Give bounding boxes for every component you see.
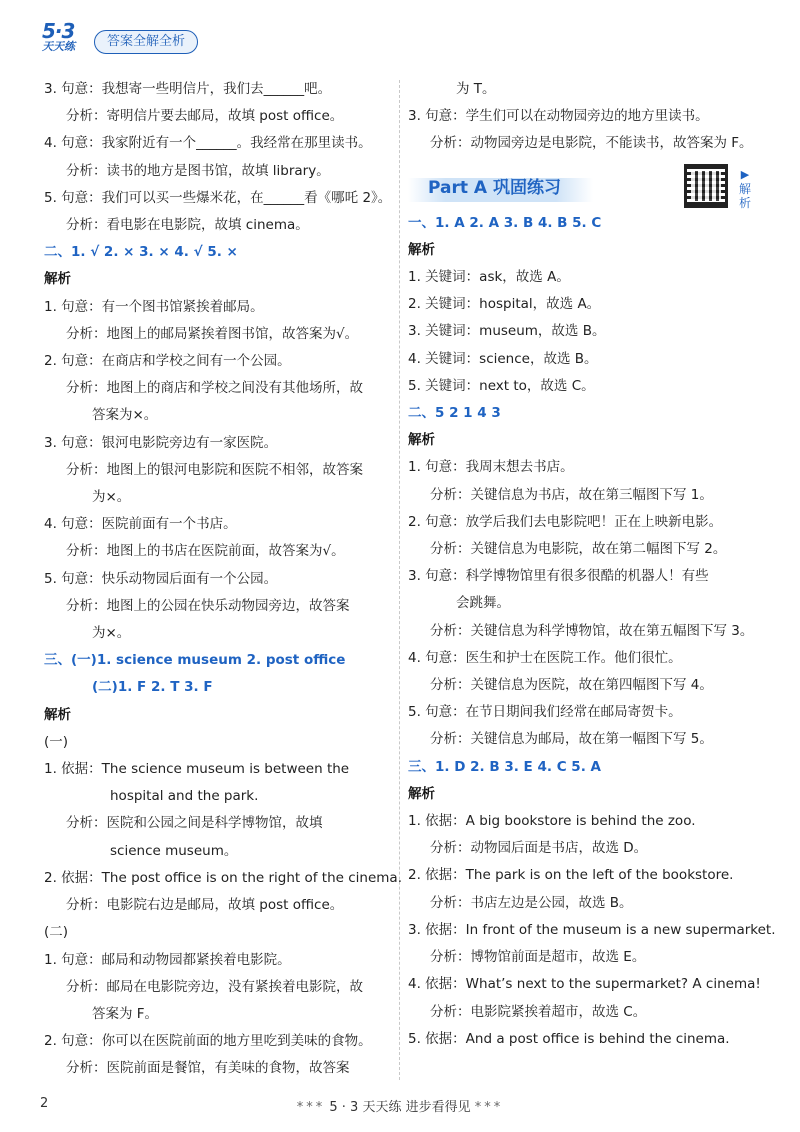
qr-label-text: 解析: [738, 181, 751, 210]
text-line: 分析：地图上的公园在快乐动物园旁边，故答案: [66, 597, 350, 614]
text-line: 分析：博物馆前面是超市，故选 E。: [430, 949, 646, 966]
text-line: science museum。: [110, 842, 238, 859]
answer-key-line: 三、(一)1. science museum 2. post office: [44, 652, 346, 669]
footer-slogan: [0, 1096, 800, 1115]
text-line: 5. 句意：我们可以买一些爆米花，在______看《哪吒 2》。: [44, 189, 392, 206]
section-heading-text: Part A 巩固练习: [428, 177, 561, 198]
text-line: 2. 依据：The post office is on the right of the cinema.: [44, 869, 402, 886]
logo-top-text: 5·3: [42, 19, 75, 43]
text-line: 2. 句意：放学后我们去电影院吧！正在上映新电影。: [408, 513, 723, 530]
left-column: [44, 76, 402, 1083]
text-line: 3. 句意：科学博物馆里有很多很酷的机器人！有些: [408, 568, 709, 585]
text-line: 1. 句意：邮局和动物园都紧挨着电影院。: [44, 951, 291, 968]
text-line: 3. 依据：In front of the museum is a new supermarket.: [408, 921, 776, 938]
logo-bottom-text: 天天练: [42, 40, 75, 53]
answer-key-line: (二)1. F 2. T 3. F: [92, 679, 213, 696]
text-line: 分析：关键信息为邮局，故在第一幅图下写 5。: [430, 731, 713, 748]
text-line: 4. 句意：医院前面有一个书店。: [44, 516, 237, 533]
text-line: hospital and the park.: [110, 788, 259, 805]
footer-slogan-text: 5 · 3 天天练 进步看得见: [329, 1100, 471, 1115]
right-column: [408, 76, 776, 1053]
play-icon: ▶: [740, 167, 750, 181]
text-line: 分析：寄明信片要去邮局，故填 post office。: [66, 108, 344, 125]
analysis-heading: 解析: [408, 241, 435, 258]
text-line: 5. 依据：And a post office is behind the cinema.: [408, 1030, 730, 1047]
footer-stars-right: ***: [474, 1100, 504, 1115]
text-line: 4. 依据：What’s next to the supermarket? A cinema!: [408, 976, 761, 993]
footer-stars-left: ***: [296, 1100, 326, 1115]
text-line: 分析：地图上的银河电影院和医院不相邻，故答案: [66, 461, 363, 478]
analysis-heading: 解析: [44, 706, 71, 723]
answer-key-line: 二、5 2 1 4 3: [408, 405, 501, 422]
analysis-heading: 解析: [408, 785, 435, 802]
text-line: 4. 句意：医生和护士在医院工作。他们很忙。: [408, 649, 682, 666]
text-line: 分析：地图上的书店在医院前面，故答案为√。: [66, 543, 345, 560]
text-line: 1. 句意：我周末想去书店。: [408, 459, 574, 476]
analysis-heading: 解析: [44, 271, 71, 288]
qr-label[interactable]: [734, 168, 756, 210]
text-line: 分析：看电影在电影院，故填 cinema。: [66, 217, 309, 234]
text-line: 3. 句意：银河电影院旁边有一家医院。: [44, 434, 278, 451]
text-line: 分析：动物园旁边是电影院，不能读书，故答案为 F。: [430, 135, 753, 152]
text-line: 1. 句意：有一个图书馆紧挨着邮局。: [44, 298, 264, 315]
text-line: 为×。: [92, 625, 131, 642]
text-line: 分析：邮局在电影院旁边，没有紧挨着电影院，故: [66, 978, 363, 995]
text-line: 5. 句意：在节日期间我们经常在邮局寄贺卡。: [408, 704, 682, 721]
text-line: 4. 关键词：science，故选 B。: [408, 350, 598, 367]
qr-code[interactable]: [684, 164, 728, 208]
text-line: 分析：动物园后面是书店，故选 D。: [430, 840, 648, 857]
text-line: 分析：医院和公园之间是科学博物馆，故填: [66, 815, 323, 832]
text-line: 3. 句意：学生们可以在动物园旁边的地方里读书。: [408, 108, 709, 125]
section-heading: [408, 164, 758, 210]
text-line: 分析：地图上的邮局紧挨着图书馆，故答案为√。: [66, 325, 359, 342]
text-line: 2. 句意：在商店和学校之间有一个公园。: [44, 353, 291, 370]
text-line: 1. 关键词：ask，故选 A。: [408, 269, 570, 286]
text-line: 3. 句意：我想寄一些明信片，我们去______吧。: [44, 81, 332, 97]
text-line: 5. 关键词：next to，故选 C。: [408, 377, 595, 394]
text-line: 分析：关键信息为电影院，故在第二幅图下写 2。: [430, 541, 727, 558]
text-line: 1. 依据：The science museum is between the: [44, 761, 350, 778]
text-line: 答案为 F。: [92, 1005, 159, 1022]
text-line: 为 T。: [456, 81, 496, 97]
analysis-heading: 解析: [408, 432, 435, 449]
text-line: 2. 依据：The park is on the left of the bookstore.: [408, 867, 734, 884]
answer-key-line: 一、1. A 2. A 3. B 4. B 5. C: [408, 214, 602, 231]
brand-logo: [42, 19, 90, 56]
text-line: 5. 句意：快乐动物园后面有一个公园。: [44, 570, 278, 587]
text-line: 2. 句意：你可以在医院前面的地方里吃到美味的食物。: [44, 1033, 372, 1050]
text-line: 分析：关键信息为医院，故在第四幅图下写 4。: [430, 677, 713, 694]
text-line: 分析：关键信息为科学博物馆，故在第五幅图下写 3。: [430, 622, 754, 639]
text-line: 会跳舞。: [456, 595, 510, 612]
text-line: 分析：书店左边是公园，故选 B。: [430, 894, 633, 911]
text-line: 分析：电影院紧挨着超市，故选 C。: [430, 1003, 647, 1020]
column-divider: [399, 80, 400, 1080]
answer-badge: 答案全解全析: [94, 30, 198, 54]
text-line: 分析：医院前面是餐馆，有美味的食物，故答案: [66, 1060, 350, 1077]
answer-key-line: 三、1. D 2. B 3. E 4. C 5. A: [408, 758, 601, 775]
text-line: 分析：地图上的商店和学校之间没有其他场所，故: [66, 380, 363, 397]
text-line: (一): [44, 733, 69, 750]
text-line: 分析：电影院右边是邮局，故填 post office。: [66, 897, 344, 914]
text-line: (二): [44, 924, 69, 941]
answer-key-line: 二、1. √ 2. × 3. × 4. √ 5. ×: [44, 244, 238, 261]
text-line: 3. 关键词：museum，故选 B。: [408, 323, 606, 340]
right-column-top: [408, 76, 758, 158]
text-line: 分析：读书的地方是图书馆，故填 library。: [66, 162, 330, 179]
page-number: 2: [40, 1096, 49, 1111]
text-line: 2. 关键词：hospital，故选 A。: [408, 296, 601, 313]
text-line: 答案为×。: [92, 407, 158, 424]
right-column-body: [408, 210, 776, 1053]
text-line: 分析：关键信息为书店，故在第三幅图下写 1。: [430, 486, 713, 503]
text-line: 4. 句意：我家附近有一个______。我经常在那里读书。: [44, 135, 372, 152]
text-line: 1. 依据：A big bookstore is behind the zoo.: [408, 813, 696, 830]
text-line: 为×。: [92, 489, 131, 506]
